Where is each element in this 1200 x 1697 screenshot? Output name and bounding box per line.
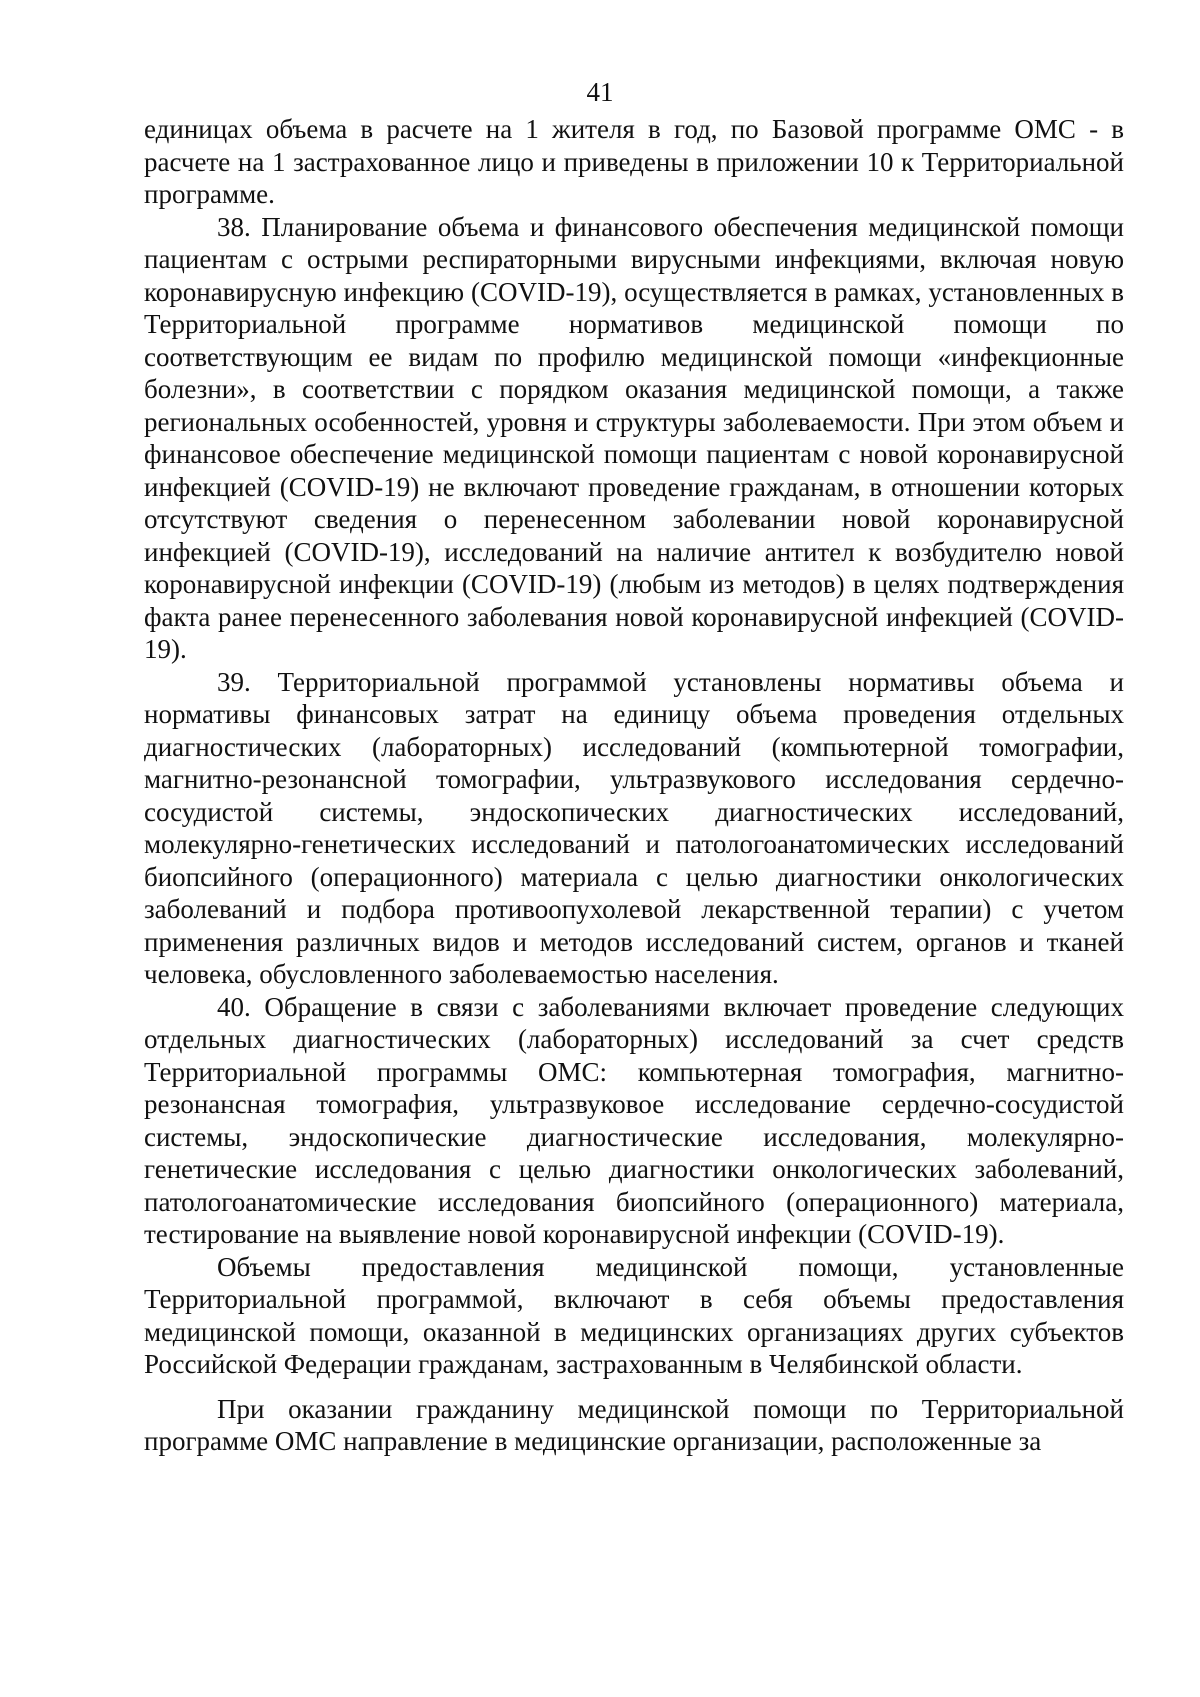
paragraph-item-40: 40. Обращение в связи с заболеваниями включает проведение следующих отдельных диагностических (лабораторных) исследований за счет средств Территориальной программы ОМС: компьютерная томография, магнитно-резонансная томография, ультразвуковое исследование сердечно-сосудистой системы, эндоскопические диагностические исследования, молекулярно-генетические исследования с целью диагностики онкологических заболеваний, патологоанатомические исследования биопсийного (операционного) материала, тестирование на выявление новой коронавирусной инфекции (COVID-19). (144, 991, 1124, 1249)
paragraph-continuation: единицах объема в расчете на 1 жителя в год, по Базовой программе ОМС - в расчете на 1 застрахованное лицо и приведены в приложении 10 к Территориальной программе. (144, 114, 1124, 209)
page-number: 41 (586, 77, 614, 107)
document-body (144, 113, 1124, 1458)
paragraph-item-39: 39. Территориальной программой установлены нормативы объема и нормативы финансовых затрат на единицу объема проведения отдельных диагностических (лабораторных) исследований (компьютерной томографии, магнитно-резонансной томографии, ультразвукового исследования сердечно-сосудистой системы, эндоскопических диагностических исследований, молекулярно-генетических исследований и патологоанатомических исследований биопсийного (операционного) материала с целью диагностики онкологических заболеваний и подбора противоопухолевой лекарственной терапии) с учетом применения различных видов и методов исследований систем, органов и тканей человека, обусловленного заболеваемостью населения. (144, 666, 1124, 989)
paragraph-item-38: 38. Планирование объема и финансового обеспечения медицинской помощи пациентам с острыми респираторными вирусными инфекциями, включая новую коронавирусную инфекцию (COVID-19), осуществляется в рамках, установленных в Территориальной программе нормативов медицинской помощи по соответствующим ее видам по профилю медицинской помощи «инфекционные болезни», в соответствии с порядком оказания медицинской помощи, а также региональных особенностей, уровня и структуры заболеваемости. При этом объем и финансовое обеспечение медицинской помощи пациентам с новой коронавирусной инфекцией (COVID-19) не включают проведение гражданам, в отношении которых отсутствуют сведения о перенесенном заболевании новой коронавирусной инфекцией (COVID-19), исследований на наличие антител к возбудителю новой коронавирусной инфекции (COVID-19) (любым из методов) в целях подтверждения факта ранее перенесенного заболевания новой коронавирусной инфекцией (COVID-19). (144, 211, 1124, 664)
paragraph-volumes: Объемы предоставления медицинской помощи, установленные Территориальной программой, включают в себя объемы предоставления медицинской помощи, оказанной в медицинских организациях других субъектов Российской Федерации гражданам, застрахованным в Челябинской области. (144, 1251, 1124, 1379)
paragraph-referral: При оказании гражданину медицинской помощи по Территориальной программе ОМС направление в медицинские организации, расположенные за (144, 1393, 1124, 1456)
